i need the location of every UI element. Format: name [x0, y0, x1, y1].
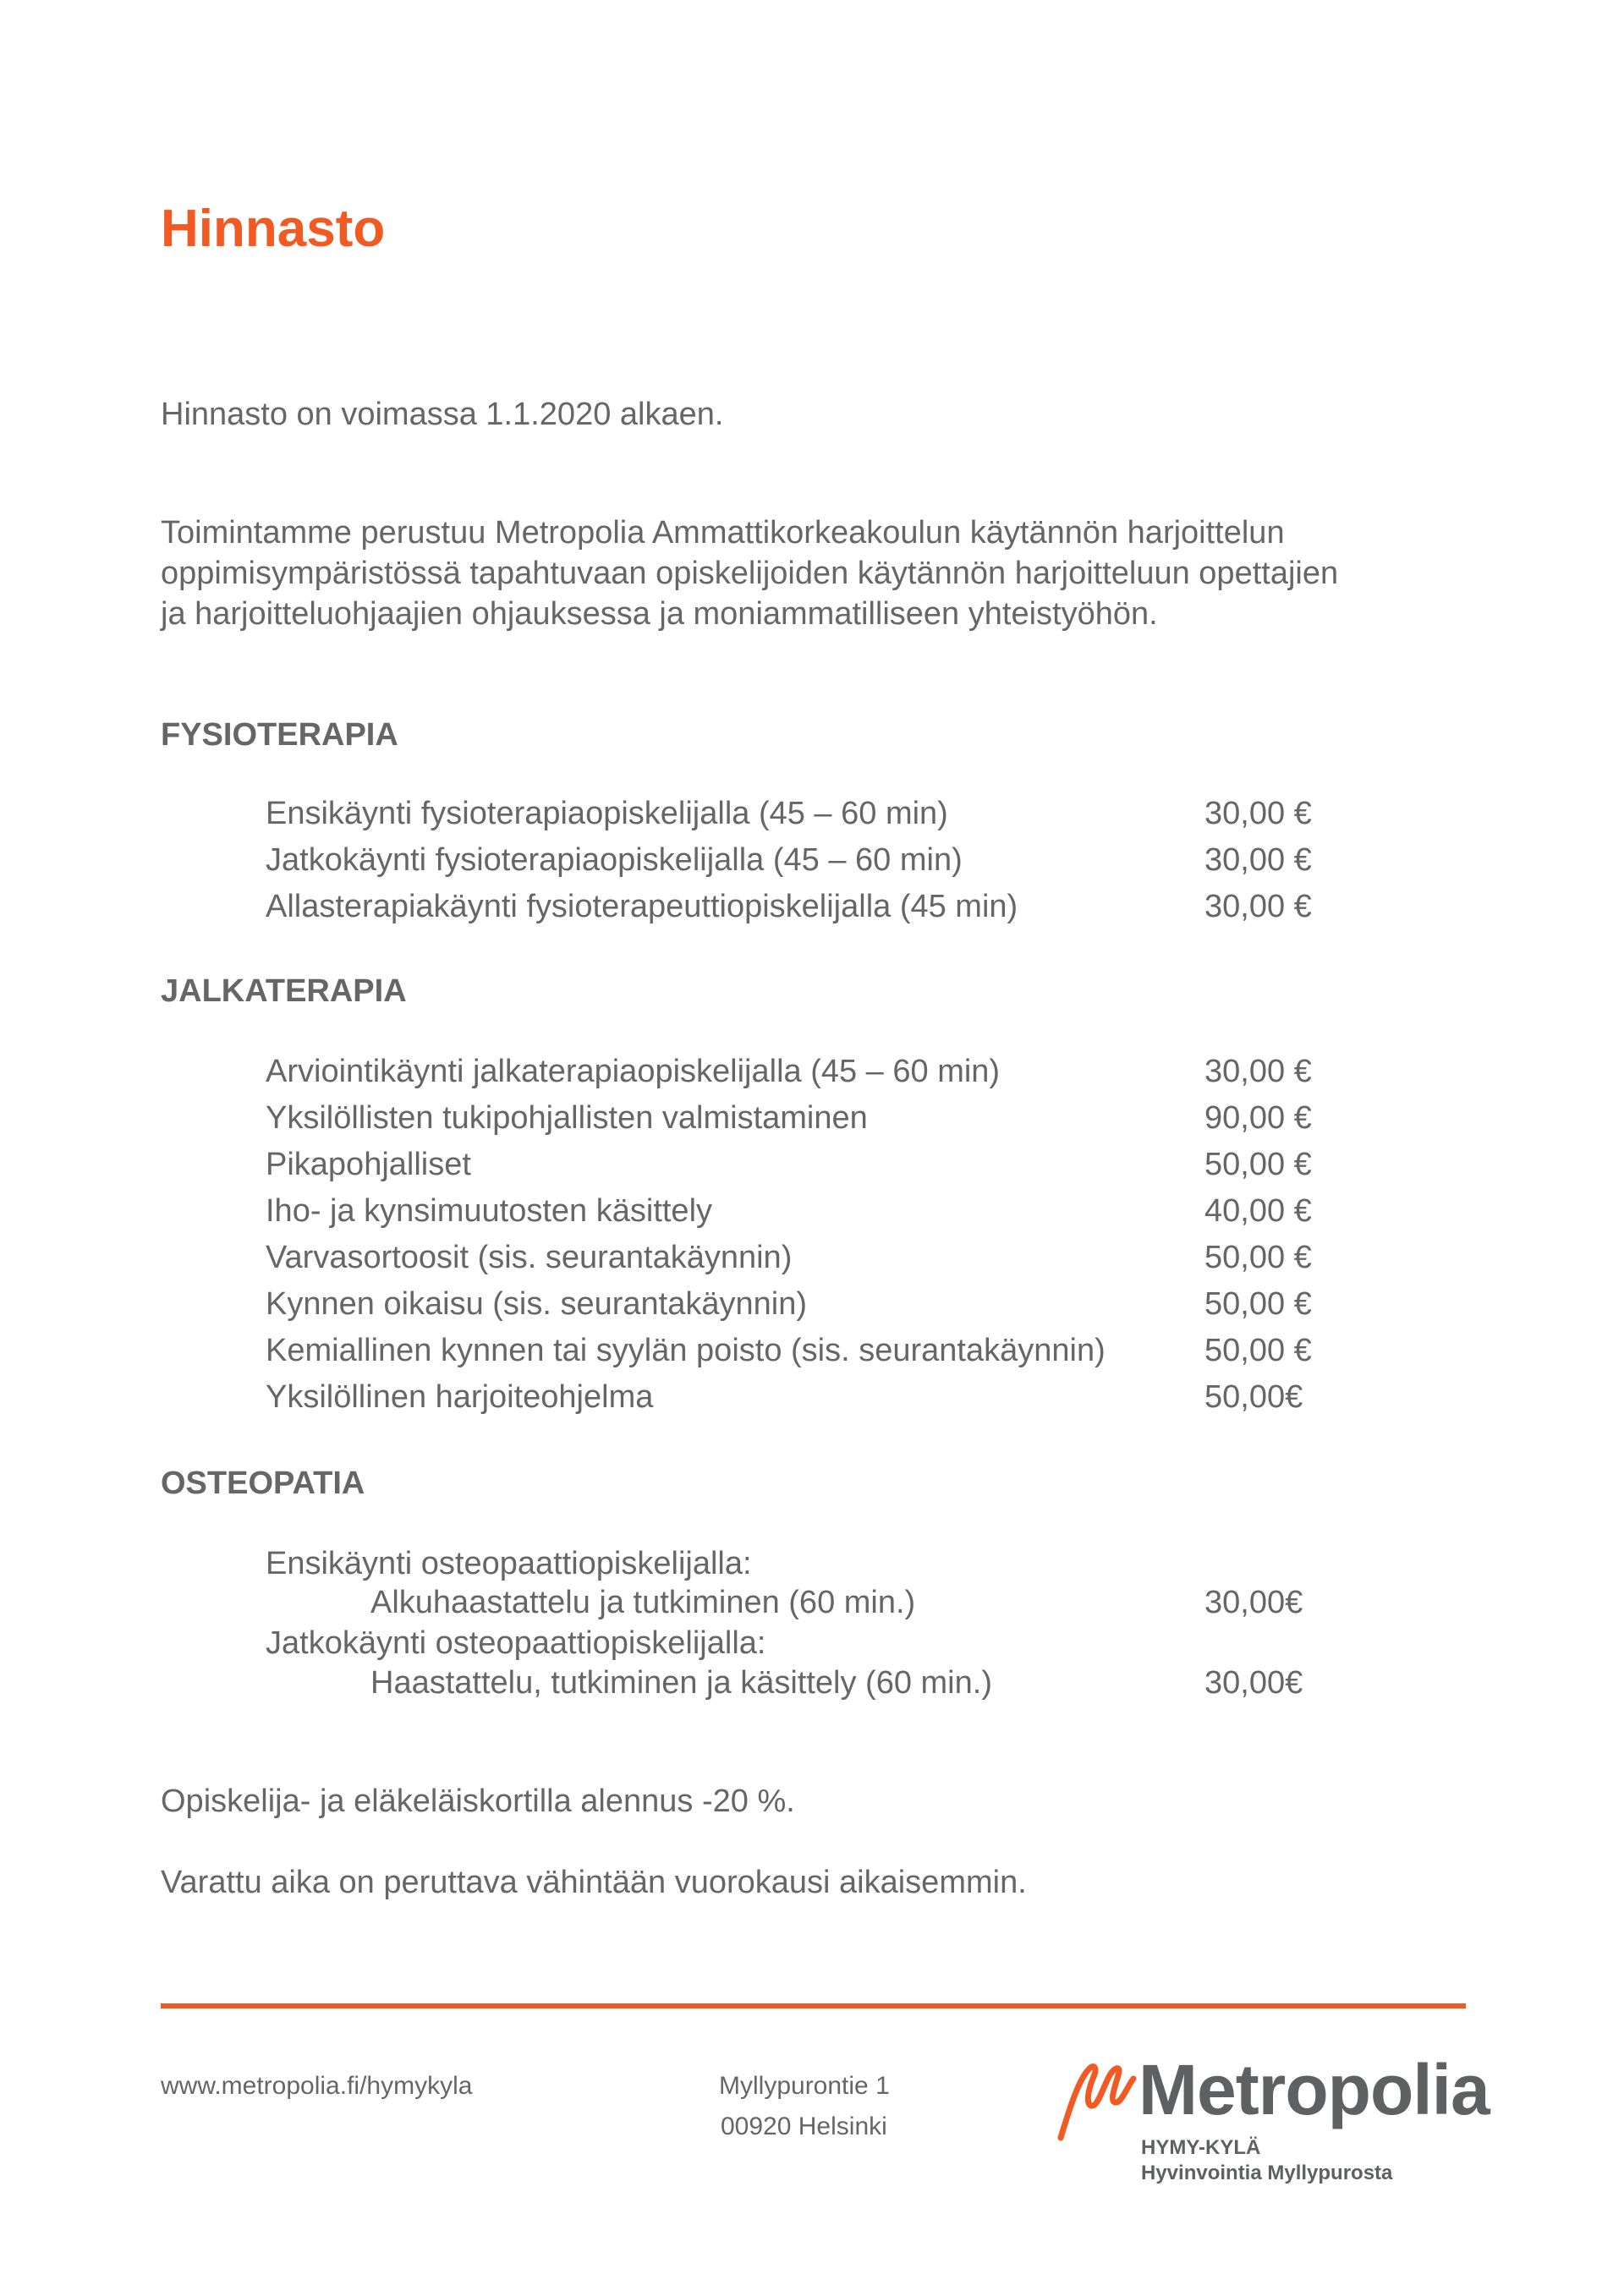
discount-note: Opiskelija- ja eläkeläiskortilla alennus -20 %. — [161, 1784, 795, 1819]
price-row — [266, 1374, 1391, 1420]
service-price: 50,00€ — [1204, 1379, 1303, 1415]
logo-wordmark: Metropolia — [1138, 2050, 1490, 2129]
section-heading-jalkaterapia: JALKATERAPIA — [161, 973, 407, 1009]
service-label: Varvasortoosit (sis. seurantakäynnin) — [266, 1240, 793, 1275]
price-row — [266, 1142, 1391, 1187]
service-label: Jatkokäynti osteopaattiopiskelijalla: — [266, 1625, 766, 1661]
service-price: 30,00€ — [1204, 1665, 1303, 1701]
service-label: Yksilöllinen harjoiteohjelma — [266, 1379, 654, 1415]
service-price: 50,00 € — [1204, 1240, 1312, 1275]
service-price: 30,00 € — [1204, 889, 1312, 924]
price-row — [266, 1620, 1391, 1666]
metropolia-swirl-icon — [1054, 2053, 1138, 2146]
price-row — [266, 1328, 1391, 1373]
service-label: Alkuhaastattelu ja tutkiminen (60 min.) — [370, 1585, 916, 1620]
service-label: Yksilöllisten tukipohjallisten valmistaminen — [266, 1100, 868, 1136]
service-label: Arviointikäynti jalkaterapiaopiskelijalla (45 – 60 min) — [266, 1054, 1001, 1089]
service-price: 50,00 € — [1204, 1286, 1312, 1322]
validity-text: Hinnasto on voimassa 1.1.2020 alkaen. — [161, 397, 724, 432]
cancellation-note: Varattu aika on peruttava vähintään vuorokausi aikaisemmin. — [161, 1865, 1027, 1900]
logo-subtitle-hymykyla: HYMY-KYLÄ — [1141, 2136, 1261, 2159]
price-row — [266, 1580, 1391, 1625]
service-label: Kemiallinen kynnen tai syylän poisto (sis. seurantakäynnin) — [266, 1333, 1106, 1368]
service-label: Iho- ja kynsimuutosten käsittely — [266, 1193, 713, 1229]
service-label: Ensikäynti fysioterapiaopiskelijalla (45 – 60 min) — [266, 796, 948, 831]
price-row — [266, 791, 1391, 836]
logo-subtitle-tagline: Hyvinvointia Myllypurosta — [1141, 2162, 1393, 2184]
service-price: 30,00€ — [1204, 1585, 1303, 1620]
service-label: Kynnen oikaisu (sis. seurantakäynnin) — [266, 1286, 808, 1322]
price-row — [266, 1660, 1391, 1706]
service-price: 30,00 € — [1204, 1054, 1312, 1089]
service-label: Jatkokäynti fysioterapiaopiskelijalla (45 – 60 min) — [266, 842, 963, 878]
service-price: 30,00 € — [1204, 842, 1312, 878]
price-row — [266, 1049, 1391, 1094]
price-row — [266, 1095, 1391, 1141]
service-label: Allasterapiakäynti fysioterapeuttiopiskelijalla (45 min) — [266, 889, 1018, 924]
service-price: 50,00 € — [1204, 1147, 1312, 1182]
price-row — [266, 837, 1391, 883]
section-heading-osteopatia: OSTEOPATIA — [161, 1466, 365, 1501]
footer-divider — [161, 2003, 1466, 2008]
metropolia-logo — [1054, 2045, 1490, 2197]
service-price: 50,00 € — [1204, 1333, 1312, 1368]
section-heading-fysioterapia: FYSIOTERAPIA — [161, 717, 398, 753]
service-label: Ensikäynti osteopaattiopiskelijalla: — [266, 1546, 752, 1581]
price-row — [266, 1235, 1391, 1280]
price-row — [266, 1188, 1391, 1234]
service-price: 90,00 € — [1204, 1100, 1312, 1136]
footer-address-line2: 00920 Helsinki — [721, 2112, 887, 2140]
intro-paragraph: Toimintamme perustuu Metropolia Ammattikorkeakoulun käytännön harjoittelun oppimisympäristössä tapahtuvaan opiskelijoiden käytännön harjoitteluun opettajien ja harjoitteluohjaajien ohjauksessa ja moniammatilliseen yhteistyöhön. — [161, 515, 1339, 632]
footer-website[interactable]: www.metropolia.fi/hymykyla — [161, 2072, 473, 2100]
service-price: 30,00 € — [1204, 796, 1312, 831]
price-row — [266, 884, 1391, 929]
service-label: Pikapohjalliset — [266, 1147, 471, 1182]
service-label: Haastattelu, tutkiminen ja käsittely (60 min.) — [370, 1665, 992, 1701]
page-title: Hinnasto — [161, 200, 386, 258]
service-price: 40,00 € — [1204, 1193, 1312, 1229]
footer-address-line1: Myllypurontie 1 — [719, 2072, 890, 2100]
price-row — [266, 1281, 1391, 1327]
